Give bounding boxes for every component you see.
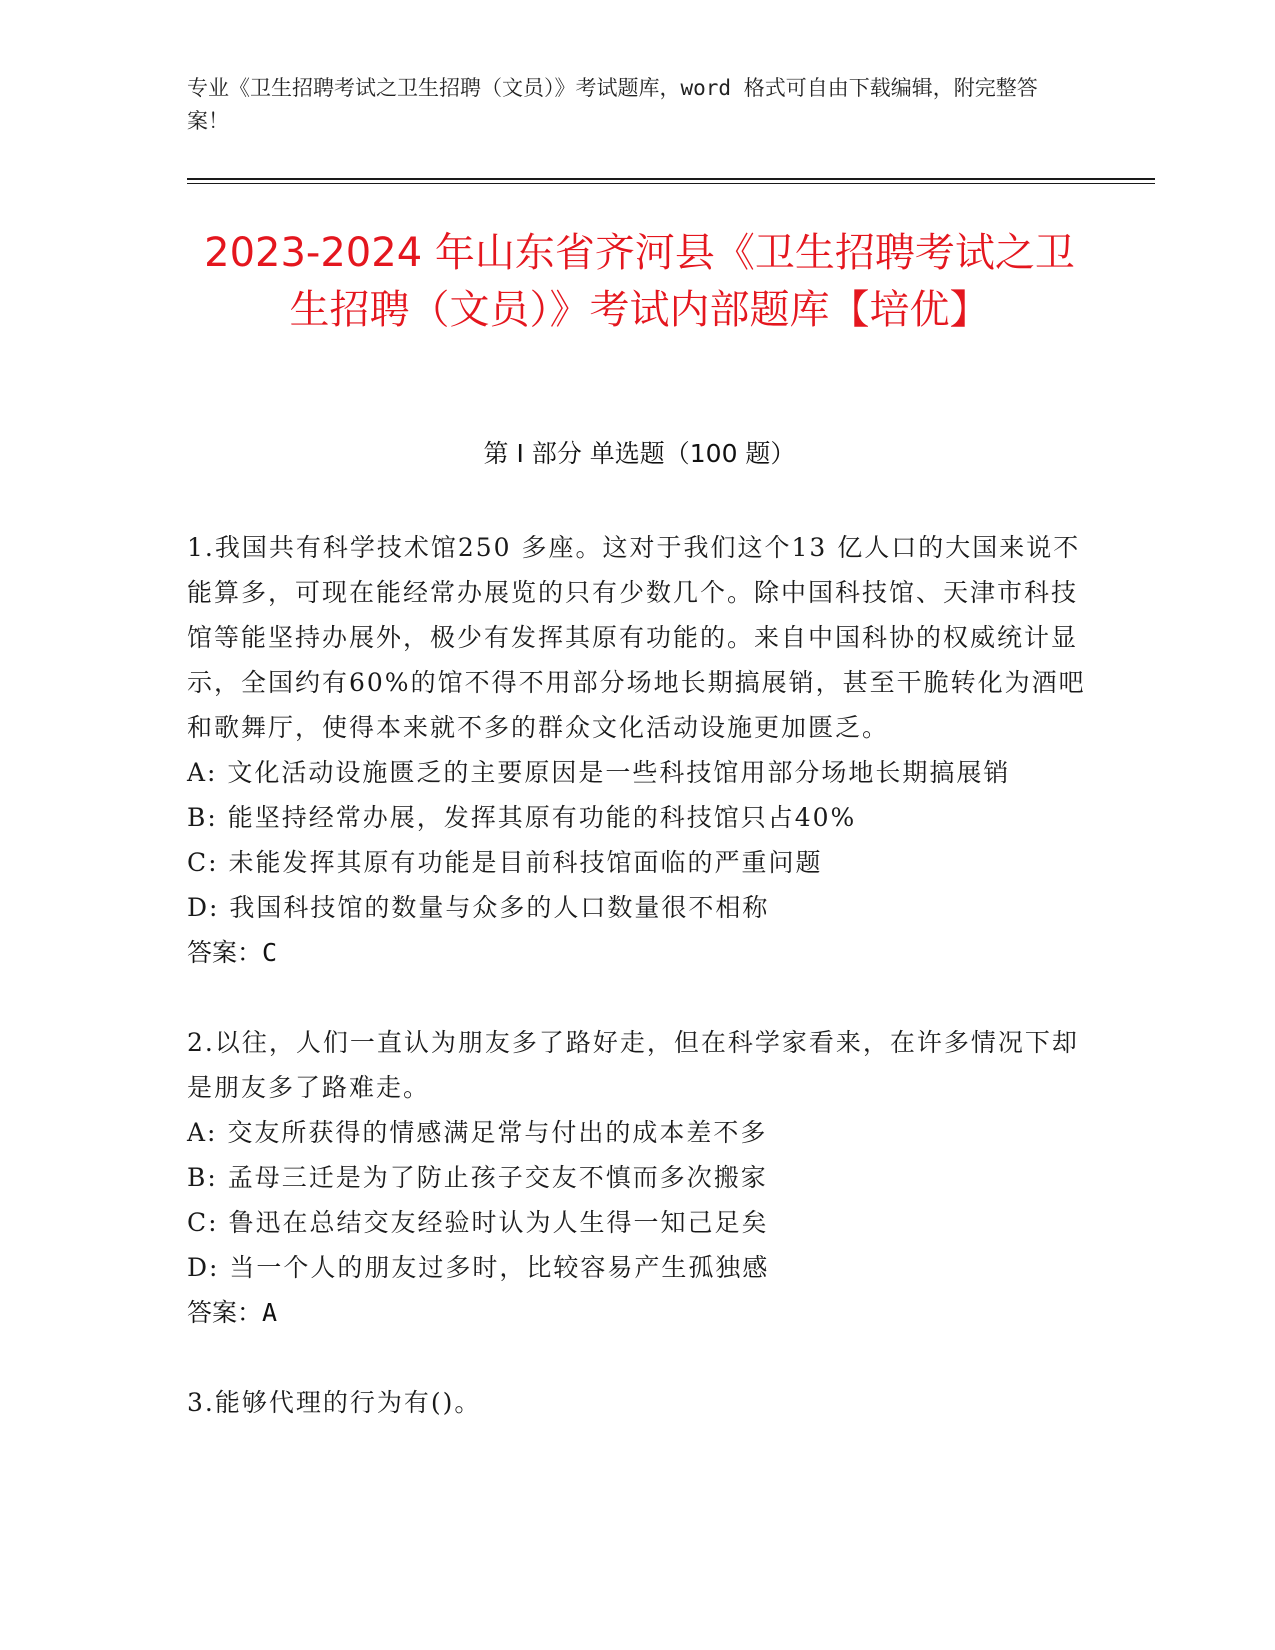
option-b: B: 能坚持经常办展，发挥其原有功能的科技馆只占40% [187, 803, 857, 832]
option-a: A: 文化活动设施匮乏的主要原因是一些科技馆用部分场地长期搞展销 [187, 758, 1011, 787]
option-b: B: 孟母三迁是为了防止孩子交友不慎而多次搬家 [187, 1163, 768, 1192]
question-3 [187, 1380, 1092, 1425]
question-stem: 3.能够代理的行为有()。 [187, 1388, 482, 1417]
question-stem: 2.以往，人们一直认为朋友多了路好走，但在科学家看来，在许多情况下却是朋友多了路难走。 [187, 1028, 1079, 1102]
question-spacer [187, 975, 1092, 1020]
answer-value: A [262, 1298, 278, 1327]
option-a: A: 交友所获得的情感满足常与付出的成本差不多 [187, 1118, 768, 1147]
option-d: D: 当一个人的朋友过多时，比较容易产生孤独感 [187, 1253, 770, 1282]
header-note: 专业《卫生招聘考试之卫生招聘（文员）》考试题库，word 格式可自由下载编辑，附完整答案！ [187, 76, 1038, 133]
document-title: 2023-2024 年山东省齐河县《卫生招聘考试之卫生招聘（文员）》考试内部题库【培优】 [204, 230, 1075, 333]
answer-line [187, 930, 1092, 975]
question-list [187, 525, 1092, 1425]
section-heading: 第 I 部分 单选题（100 题） [483, 439, 796, 468]
option-d: D: 我国科技馆的数量与众多的人口数量很不相称 [187, 893, 770, 922]
option-c: C: 鲁迅在总结交友经验时认为人生得一知己足矣 [187, 1208, 769, 1237]
option-c: C: 未能发挥其原有功能是目前科技馆面临的严重问题 [187, 848, 823, 877]
answer-label: 答案： [187, 938, 263, 967]
header-divider-thin [187, 183, 1155, 184]
header-divider-thick [187, 178, 1155, 180]
question-stem: 1.我国共有科学技术馆250 多座。这对于我们这个13 亿人口的大国来说不能算多，可现在能经常办展览的只有少数几个。除中国科技馆、天津市科技馆等能坚持办展外，极少有发挥其原有功能的。来自中国科协的权威统计显示，全国约有60%的馆不得不用部分场地长期搞展销，甚至干脆转化为酒吧和歌舞厅，使得本来就不多的群众文化活动设施更加匮乏。 [187, 533, 1086, 742]
question-2 [187, 1020, 1092, 1335]
answer-line [187, 1290, 1092, 1335]
question-spacer [187, 1335, 1092, 1380]
answer-value: C [262, 938, 278, 967]
answer-label: 答案： [187, 1298, 263, 1327]
question-1 [187, 525, 1092, 975]
